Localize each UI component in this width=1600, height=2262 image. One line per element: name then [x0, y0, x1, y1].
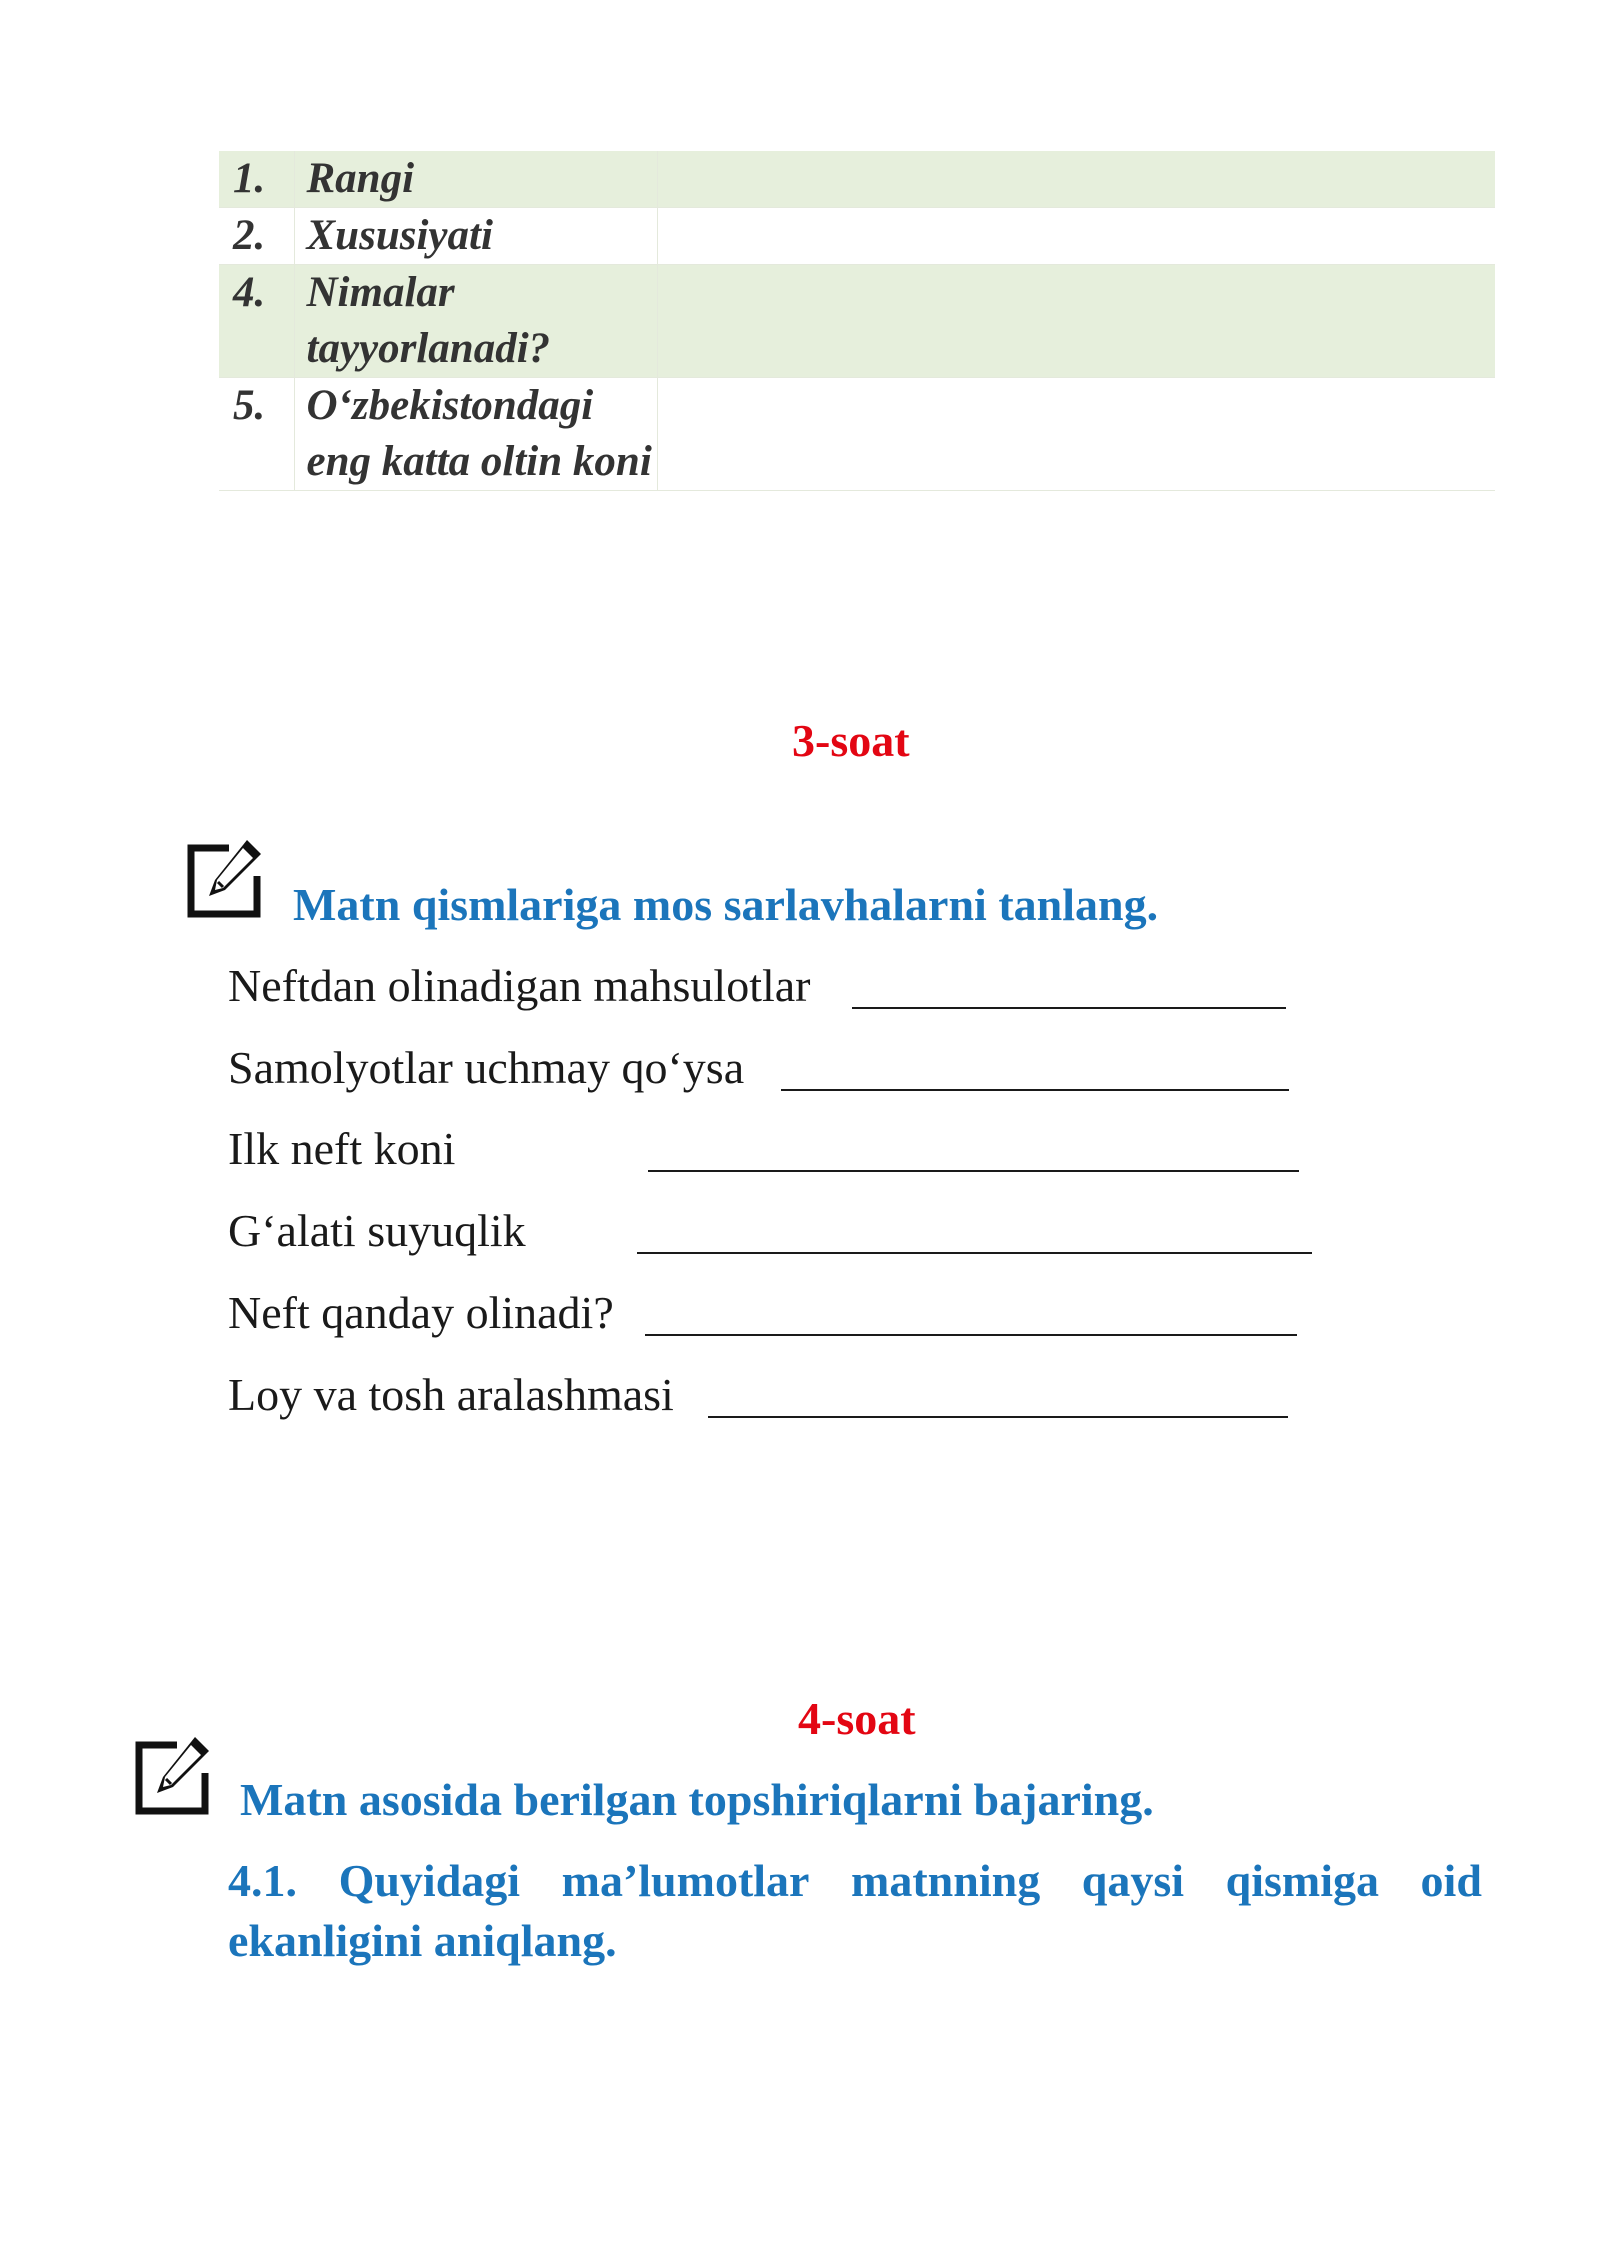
section-4-title: 4-soat [798, 1693, 916, 1744]
answer-blank[interactable] [781, 1089, 1289, 1091]
section-3-title: 3-soat [792, 715, 910, 766]
answer-blank[interactable] [645, 1334, 1297, 1336]
answer-blank[interactable] [648, 1170, 1299, 1172]
section-3-task: Matn qismlariga mos sarlavhalarni tanlang. [293, 879, 1159, 930]
table-row [219, 151, 1495, 208]
subtask-word: ma’lumotlar [561, 1855, 810, 1906]
subtask-word: 4.1. [228, 1855, 297, 1906]
list-item: Neftdan olinadigan mahsulotlar [228, 960, 811, 1011]
subtask-word: oid [1420, 1855, 1482, 1906]
edit-icon [185, 836, 265, 920]
row-label: O‘zbekistondagi eng katta oltin koni [294, 378, 657, 491]
row-label: Rangi [294, 151, 657, 208]
table-row [219, 378, 1495, 491]
row-number: 2. [219, 208, 294, 265]
row-label: Xususiyati [294, 208, 657, 265]
subtask-word: qaysi [1081, 1855, 1185, 1906]
list-item: Neft qanday olinadi? [228, 1287, 614, 1338]
answer-cell[interactable] [657, 378, 1495, 491]
row-number: 4. [219, 265, 294, 378]
row-number: 5. [219, 378, 294, 491]
answer-blank[interactable] [708, 1416, 1288, 1418]
subtask-word: qismiga [1225, 1855, 1379, 1906]
table-row [219, 208, 1495, 265]
answer-blank[interactable] [637, 1252, 1312, 1254]
list-item: Ilk neft koni [228, 1123, 456, 1174]
subtask-word: Quyidagi [338, 1855, 521, 1906]
row-number: 1. [219, 151, 294, 208]
list-item: G‘alati suyuqlik [228, 1205, 526, 1256]
subtask-line-2: ekanligini aniqlang. [228, 1915, 617, 1966]
answer-cell[interactable] [657, 151, 1495, 208]
table-row [219, 265, 1495, 378]
answer-blank[interactable] [852, 1007, 1286, 1009]
subtask-4-1 [228, 1851, 1482, 1971]
info-table [219, 151, 1495, 491]
list-item: Loy va tosh aralashmasi [228, 1369, 674, 1420]
section-4-task: Matn asosida berilgan topshiriqlarni bajaring. [240, 1774, 1154, 1825]
answer-cell[interactable] [657, 265, 1495, 378]
subtask-word: matnning [851, 1855, 1041, 1906]
list-item: Samolyotlar uchmay qo‘ysa [228, 1042, 745, 1093]
answer-cell[interactable] [657, 208, 1495, 265]
row-label: Nimalar tayyorlanadi? [294, 265, 657, 378]
edit-icon [133, 1733, 213, 1817]
